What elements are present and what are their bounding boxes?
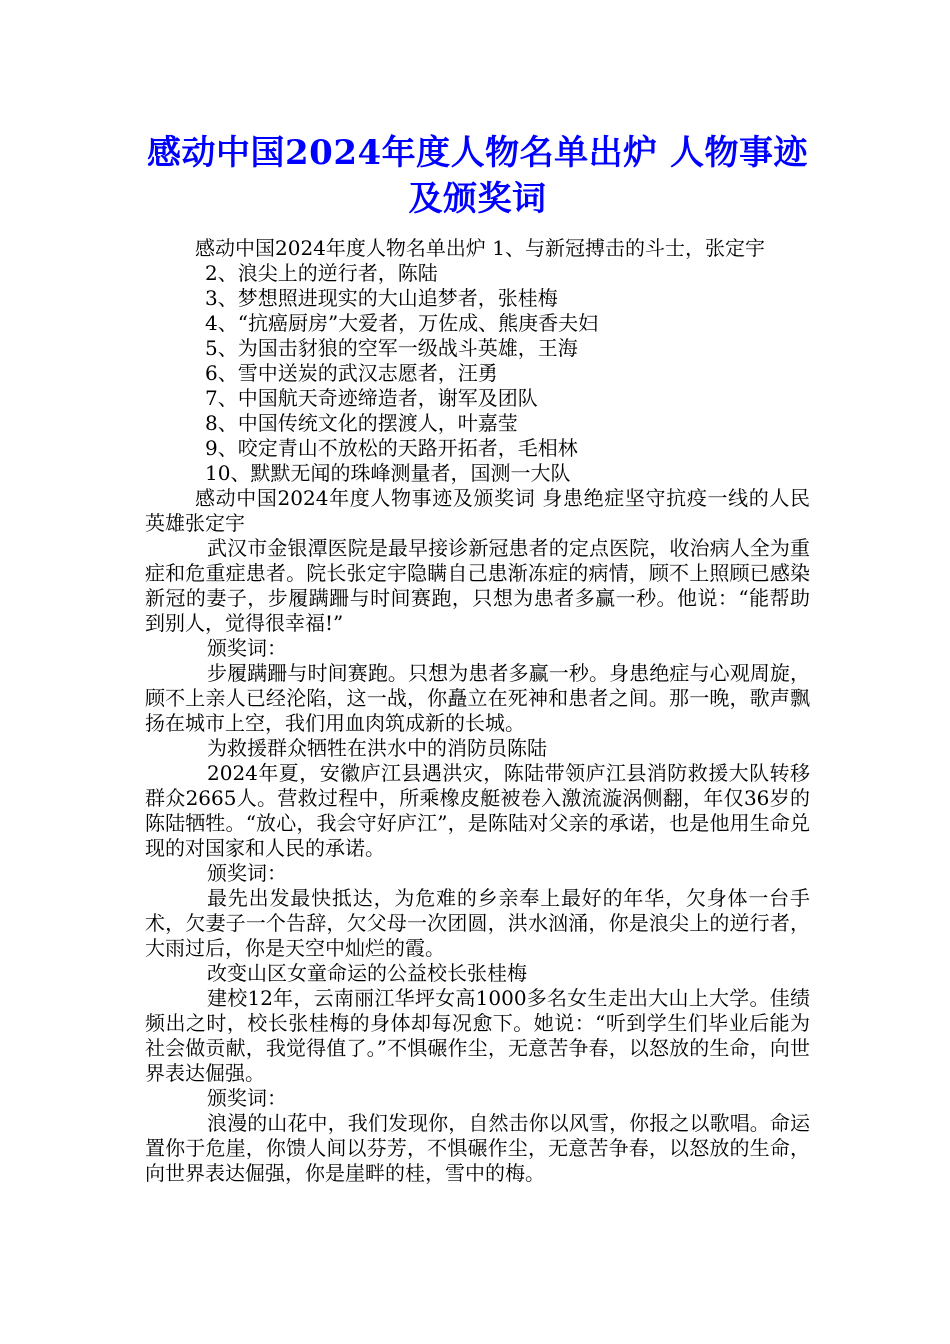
- zgm-story-paragraph: 建校12年，云南丽江华坪女高1000多名女生走出大山上大学。佳绩频出之时，校长张桂梅的身体却每况愈下。她说：“听到学生们毕业后能为社会做贡献，我觉得值了。”不惧碾作尘，无意苦争春，以怒放的生命，向世界表达倔强。: [145, 986, 810, 1085]
- list-item: 7、中国航天奇迹缔造者，谢军及团队: [205, 386, 538, 410]
- chen-heading: 为救援群众牺牲在洪水中的消防员陈陆: [207, 736, 547, 760]
- list-item: 6、雪中送炭的武汉志愿者，汪勇: [205, 361, 498, 385]
- list-item: 9、咬定青山不放松的天路开拓者，毛相林: [205, 436, 578, 460]
- award-label: 颁奖词：: [207, 636, 287, 660]
- intro-paragraph: 感动中国2024年度人物名单出炉 1、与新冠搏击的斗士，张定宇: [195, 236, 765, 260]
- list-item: 10、默默无闻的珠峰测量者，国测一大队: [205, 461, 571, 485]
- document-page: [145, 130, 810, 1186]
- list-item: 2、浪尖上的逆行者，陈陆: [205, 261, 438, 285]
- list-item: 4、“抗癌厨房”大爱者，万佐成、熊庚香夫妇: [205, 311, 599, 335]
- zgm-award-paragraph: 浪漫的山花中，我们发现你，自然击你以风雪，你报之以歌唱。命运置你于危崖，你馈人间以芬芳，不惧碾作尘，无意苦争春，以怒放的生命，向世界表达倔强，你是崖畔的桂，雪中的梅。: [145, 1111, 810, 1185]
- chen-award-paragraph: 最先出发最快抵达，为危难的乡亲奉上最好的年华，欠身体一台手术，欠妻子一个告辞，欠父母一次团圆，洪水汹涌，你是浪尖上的逆行者，大雨过后，你是天空中灿烂的霞。: [145, 886, 810, 960]
- award-label: 颁奖词：: [207, 861, 287, 885]
- list-item: 3、梦想照进现实的大山追梦者，张桂梅: [205, 286, 558, 310]
- chen-story-paragraph: 2024年夏，安徽庐江县遇洪灾，陈陆带领庐江县消防救援大队转移群众2665人。营救过程中，所乘橡皮艇被卷入激流漩涡侧翻，年仅36岁的陈陆牺牲。“放心，我会守好庐江”，是陈陆对父亲的承诺，也是他用生命兑现的对国家和人民的承诺。: [145, 761, 810, 860]
- zgm-heading: 改变山区女童命运的公益校长张桂梅: [207, 961, 527, 985]
- award-label: 颁奖词：: [207, 1086, 287, 1110]
- section-heading: 感动中国2024年度人物事迹及颁奖词 身患绝症坚守抗疫一线的人民英雄张定宇: [145, 486, 810, 535]
- list-item: 5、为国击豺狼的空军一级战斗英雄，王海: [205, 336, 578, 360]
- zhang-story-paragraph: 武汉市金银潭医院是最早接诊新冠患者的定点医院，收治病人全为重症和危重症患者。院长张定宇隐瞒自己患渐冻症的病情，顾不上照顾已感染新冠的妻子，步履蹒跚与时间赛跑，只想为患者多赢一秒。他说：“能帮助到别人，觉得很幸福!”: [145, 536, 810, 635]
- document-body: [145, 236, 810, 1186]
- document-title: 感动中国2024年度人物名单出炉 人物事迹及颁奖词: [147, 133, 808, 219]
- list-item: 8、中国传统文化的摆渡人，叶嘉莹: [205, 411, 518, 435]
- zhang-award-paragraph: 步履蹒跚与时间赛跑。只想为患者多赢一秒。身患绝症与心观周旋，顾不上亲人已经沦陷，这一战，你矗立在死神和患者之间。那一晚，歌声飘扬在城市上空，我们用血肉筑成新的长城。: [145, 661, 810, 735]
